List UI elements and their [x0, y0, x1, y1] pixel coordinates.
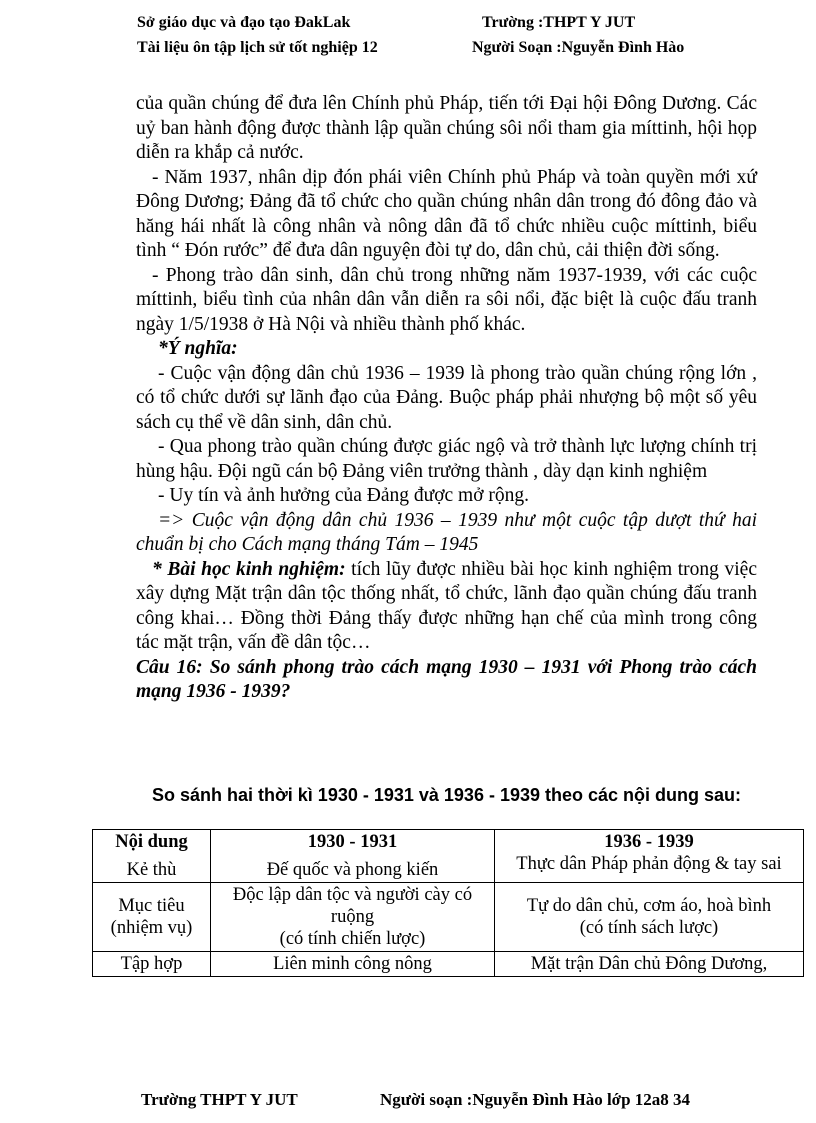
page-break-mask: [0, 1003, 816, 1043]
header-line-2: [137, 39, 685, 57]
document-body: [136, 92, 757, 705]
paragraph: - Qua phong trào quần chúng được giác ngộ và trở thành lực lượng chính trị hùng hậu. Đội ngũ cán bộ Đảng viên trưởng thành , dày dạn kinh nghiệm: [136, 436, 757, 482]
header-department: Sở giáo dục và đạo tạo ĐakLak: [137, 14, 351, 31]
column-header-1930: 1930 - 1931: [307, 832, 398, 852]
enemy-1930: Đế quốc và phong kiến: [266, 860, 439, 880]
paragraph: của quần chúng để đưa lên Chính phủ Pháp, tiến tới Đại hội Đông Dương. Các uỷ ban hành động được thành lập quần chúng sôi nổi tham gia míttinh, hội họp diễn ra khắp cả nước.: [136, 93, 757, 163]
footer-school: Trường THPT Y JUT: [141, 1090, 298, 1109]
gathering-1936: Mặt trận Dân chủ Đông Dương,: [530, 954, 768, 974]
paragraph: - Cuộc vận động dân chủ 1936 – 1939 là phong trào quần chúng rộng lớn , có tổ chức dưới sự lãnh đạo của Đảng. Buộc pháp phải nhượng bộ một số yêu sách cụ thể về dân sinh, dân chủ.: [136, 362, 757, 433]
table-cell: [93, 830, 211, 883]
paragraph: - Năm 1937, nhân dịp đón phái viên Chính phủ Pháp và toàn quyền mới xứ Đông Dương; Đảng đã tổ chức cho quần chúng nhân dân trong đó đông đảo và hăng hái nhất là công nhân và nông dân đã tổ chức nhiều cuộc míttinh, biểu tình “ Đón rước” để đưa dân nguyện đòi tự do, dân chủ, cải thiện đời sống.: [136, 166, 757, 261]
conclusion-paragraph: => Cuộc vận động dân chủ 1936 – 1939 như một cuộc tập dượt thứ hai chuẩn bị cho Cách mạng tháng Tám – 1945: [136, 509, 757, 555]
footer: [141, 1090, 691, 1110]
column-header-content: Nội dung: [115, 832, 188, 852]
goal-1930-note: (có tính chiến lược): [279, 929, 426, 949]
table-row: [93, 883, 804, 952]
table-cell: [495, 830, 804, 883]
row-label-enemy: Kẻ thù: [126, 860, 177, 880]
table-cell: [93, 883, 211, 952]
table-cell: [211, 883, 495, 952]
paragraph: - Uy tín và ảnh hưởng của Đảng được mở rộng.: [158, 485, 530, 506]
lesson-heading: * Bài học kinh nghiệm:: [152, 558, 346, 580]
table-row: [93, 830, 804, 883]
table-cell: [211, 952, 495, 977]
gathering-1930: Liên minh công nông: [273, 954, 432, 974]
header-author: Người Soạn :Nguyễn Đình Hào: [472, 39, 685, 56]
header-subject: Tài liệu ôn tập lịch sử tốt nghiệp 12: [137, 39, 378, 56]
table-row: [93, 952, 804, 977]
goal-1936-note: (có tính sách lược): [579, 918, 719, 938]
lesson-text: tích lũy được nhiều bài học kinh nghiệm trong việc xây dựng Mặt trận dân tộc thống nhất, tổ chức, lãnh đạo quần chúng đấu tranh công khai… Đồng thời Đảng thấy được những hạn chế của mình trong công tác mặt trận, vấn đề dân tộc…: [136, 558, 757, 653]
significance-heading: *Ý nghĩa:: [158, 338, 238, 359]
paragraph: - Phong trào dân sinh, dân chủ trong những năm 1937-1939, với các cuộc míttinh, biểu tình của nhân dân vẫn diễn ra sôi nổi, đặc biệt là cuộc đấu tranh ngày 1/5/1938 ở Hà Nội và nhiều thành phố khác.: [136, 264, 757, 335]
table-cell: [495, 883, 804, 952]
comparison-title: So sánh hai thời kì 1930 - 1931 và 1936 - 1939 theo các nội dung sau:: [151, 785, 742, 805]
column-header-1936: 1936 - 1939: [604, 832, 694, 852]
row-label-goal: Mục tiêu: [118, 896, 185, 916]
enemy-1936: Thực dân Pháp phản động & tay sai: [516, 854, 782, 874]
row-label-gathering: Tập hợp: [120, 954, 183, 974]
header-school: Trường :THPT Y JUT: [482, 14, 636, 31]
footer-author: Người soạn :Nguyễn Đình Hào lớp 12a8 34: [380, 1090, 691, 1109]
table-cell: [495, 952, 804, 977]
lesson-paragraph: [136, 558, 757, 656]
row-label-goal-sub: (nhiệm vụ): [110, 918, 193, 938]
goal-1930: Độc lập dân tộc và người cày có ruộng: [232, 885, 473, 927]
table-cell: [93, 952, 211, 977]
goal-1936: Tự do dân chủ, cơm áo, hoà bình: [526, 896, 772, 916]
comparison-table: [92, 829, 804, 977]
table-cell: [211, 830, 495, 883]
question-heading: Câu 16: So sánh phong trào cách mạng 1930 – 1931 với Phong trào cách mạng 1936 - 1939?: [136, 656, 757, 702]
header-line-1: [137, 14, 636, 32]
